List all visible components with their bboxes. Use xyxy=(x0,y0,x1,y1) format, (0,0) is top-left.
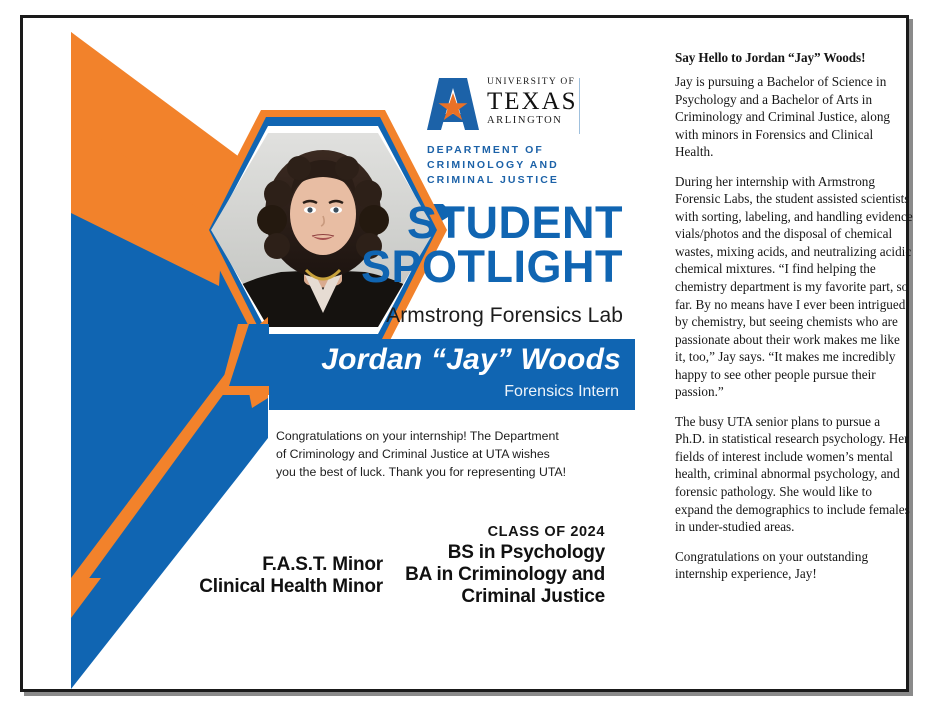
story-heading: Say Hello to Jordan “Jay” Woods! xyxy=(675,50,866,65)
story-paragraph-1: Jay is pursuing a Bachelor of Science in Psychology and a Bachelor of Arts in Criminology and Criminal Justice, along with minors in Forensics and Clinical Health. xyxy=(675,74,891,160)
flyer-frame xyxy=(20,15,913,692)
congratulations-message xyxy=(276,428,603,482)
page-title xyxy=(323,197,623,293)
logo-arlington-text: ARLINGTON xyxy=(487,114,563,126)
story-paragraph-2: During her internship with Armstrong Forensic Labs, the student assisted scientists with sorting, labeling, and handling evidence vials/photos and the disposal of chemical wastes, mixing acids, and neutralizing acidic chemical mixtures. “I find helping the chemistry department is my favorite part, so far. By no means have I ever been intrigued by chemistry, but seeing chemists who are passionate about their work makes me like it, too,” Jay says. “It makes me incredibly happy to see other people pursue their passion.” xyxy=(675,173,913,400)
congrats-line-3: you the best of luck. Thank you for representing UTA! xyxy=(276,464,567,479)
degrees-block xyxy=(383,523,605,608)
story-column xyxy=(675,50,913,583)
logo-divider xyxy=(579,78,580,134)
logo-texas-text: TEXAS xyxy=(487,87,578,115)
minors-block xyxy=(93,554,383,598)
minor-line-1: F.A.S.T. Minor xyxy=(262,554,383,575)
title-line-student: STUDENT xyxy=(407,197,623,248)
student-name-banner xyxy=(269,339,635,410)
department-line-1: DEPARTMENT OF xyxy=(427,144,544,156)
department-name xyxy=(427,143,607,189)
title-line-spotlight: SPOTLIGHT xyxy=(361,241,623,293)
minor-line-2: Clinical Health Minor xyxy=(199,576,383,598)
department-line-3: CRIMINAL JUSTICE xyxy=(427,174,559,187)
degree-line-2: BA in Criminology and xyxy=(405,563,605,585)
congrats-line-2: of Criminology and Criminal Justice at UTA wishes xyxy=(276,446,550,461)
story-paragraph-3: The busy UTA senior plans to pursue a Ph.D. in statistical research psychology. Her fields of interest include women’s mental health, criminal abnormal psychology, and forensic pathology. She would like to expand the demographics to include females in under-studied areas. xyxy=(675,413,910,535)
uta-logo xyxy=(427,76,607,187)
story-paragraph-4: Congratulations on your outstanding internship experience, Jay! xyxy=(675,548,869,582)
class-of-label: CLASS OF 2024 xyxy=(487,524,605,540)
degree-line-1: BS in Psychology xyxy=(447,541,605,563)
uta-a-mark xyxy=(427,76,479,132)
student-role: Forensics Intern xyxy=(504,383,619,400)
lab-subtitle: Armstrong Forensics Lab xyxy=(386,304,623,327)
logo-university-text: UNIVERSITY OF xyxy=(487,77,576,87)
degree-line-3: Criminal Justice xyxy=(461,585,605,607)
student-name: Jordan “Jay” Woods xyxy=(321,343,621,376)
congrats-line-1: Congratulations on your internship! The Department xyxy=(276,429,559,443)
department-line-2: CRIMINOLOGY AND xyxy=(427,159,559,172)
